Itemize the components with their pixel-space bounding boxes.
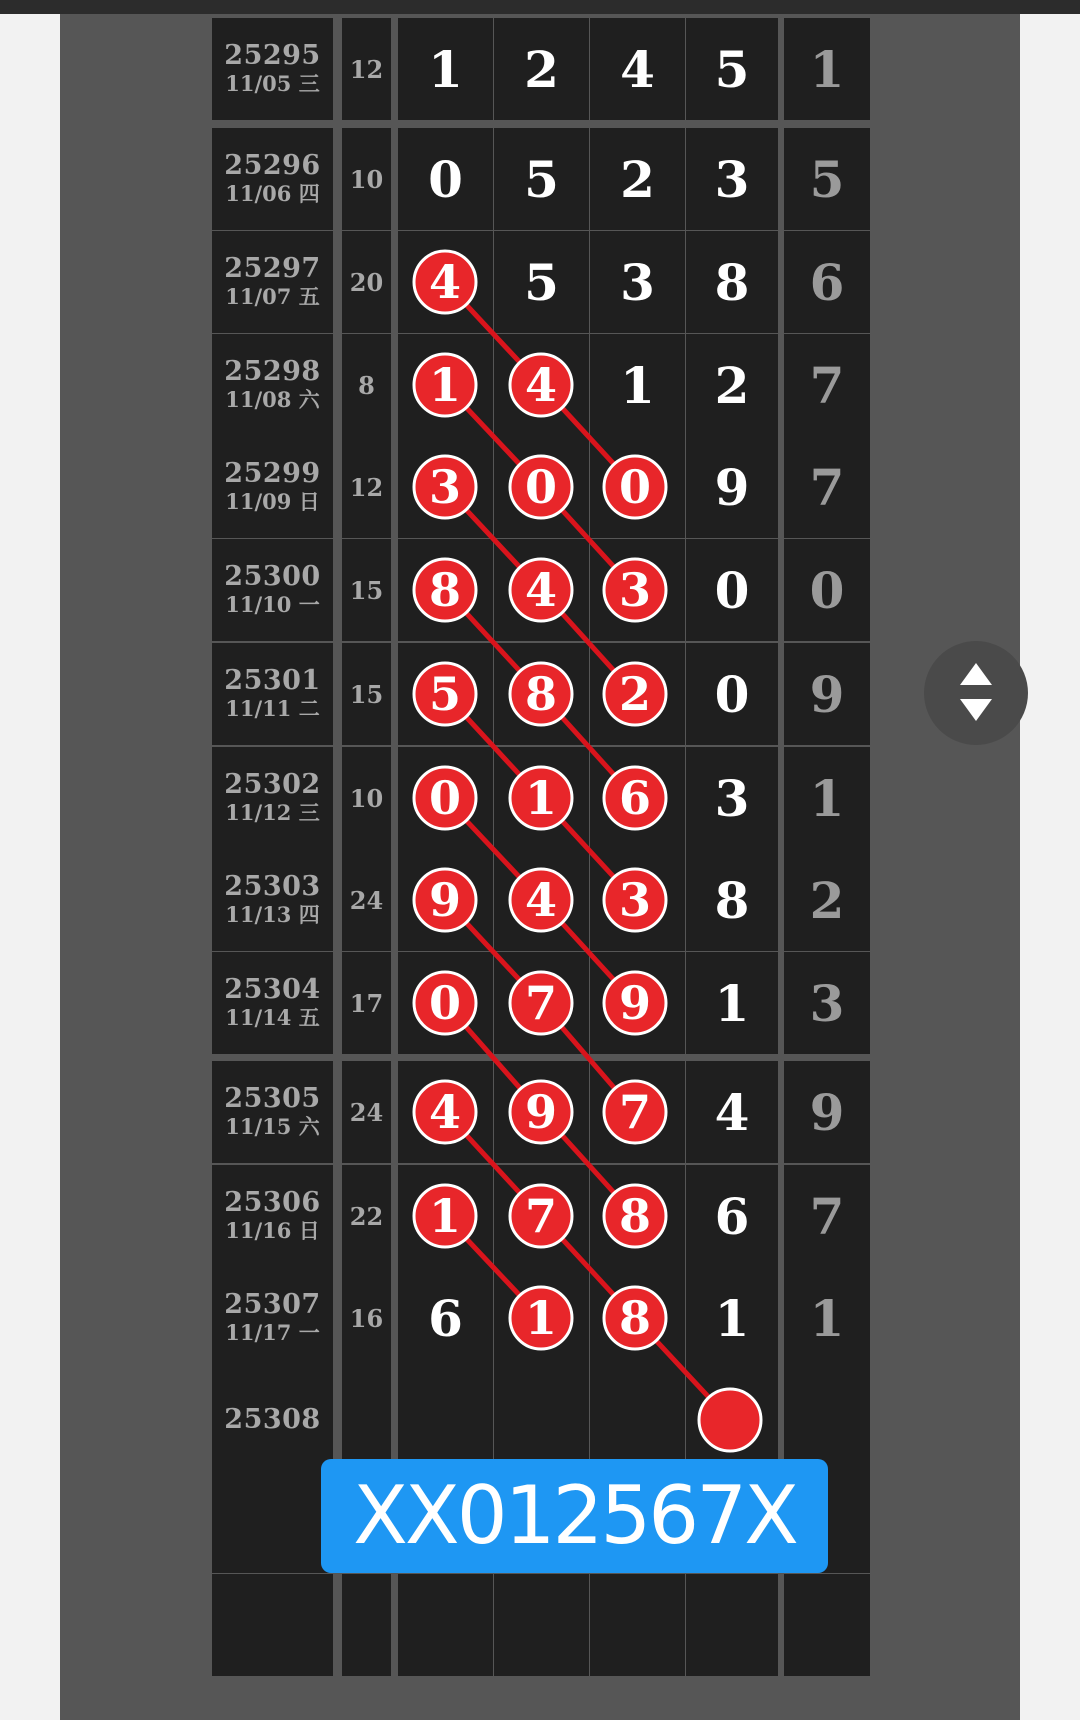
period-number: 25302 [224, 769, 321, 800]
circled-digit [604, 767, 666, 829]
circled-digit [510, 869, 572, 931]
extra-digit-cell: 2 [784, 849, 870, 951]
digit-cell: 5 [494, 128, 589, 230]
digit-cell: 5 [686, 18, 778, 120]
draw-date: 11/14 五 [225, 1005, 320, 1030]
circled-digit [414, 559, 476, 621]
circled-digit [510, 1287, 572, 1349]
trend-connector-lines [445, 282, 730, 1420]
extra-digit-cell: 9 [784, 1061, 870, 1163]
digit-cell: 4 [686, 1061, 778, 1163]
sum-cell: 12 [342, 18, 391, 120]
sum-cell: 8 [342, 334, 391, 436]
circled-digit-text: 0 [618, 460, 652, 514]
digit-cell: 6 [398, 1267, 493, 1369]
circled-digit [414, 456, 476, 518]
circled-digit [414, 1185, 476, 1247]
extra-digit-cell: 1 [784, 1267, 870, 1369]
circled-digit [414, 869, 476, 931]
circled-digit-text: 6 [618, 771, 652, 825]
sum-cell: 20 [342, 231, 391, 333]
circled-digit-text: 8 [428, 563, 462, 617]
digit-cell: 6 [686, 1165, 778, 1267]
draw-date: 11/16 日 [225, 1218, 320, 1243]
period-number: 25296 [224, 150, 321, 181]
circled-digit-text: 9 [618, 976, 652, 1030]
digit-cell: 9 [686, 436, 778, 538]
sum-cell: 17 [342, 952, 391, 1054]
circled-digit [414, 1081, 476, 1143]
circled-digit [604, 559, 666, 621]
period-number: 25298 [224, 356, 321, 387]
digit-cell: 8 [686, 849, 778, 951]
digit-cell: 1 [686, 1267, 778, 1369]
draw-date: 11/09 日 [225, 489, 320, 514]
sum-cell: 12 [342, 436, 391, 538]
circled-digit-text: 4 [428, 255, 462, 309]
digit-cell: 2 [590, 128, 685, 230]
digit-cell: 3 [590, 231, 685, 333]
extra-digit-cell: 9 [784, 643, 870, 745]
circled-digit [510, 354, 572, 416]
circled-digit [510, 663, 572, 725]
extra-digit-cell: 7 [784, 334, 870, 436]
circled-digit-text: 5 [428, 667, 462, 721]
circled-digit-text: 1 [524, 771, 558, 825]
sum-cell: 24 [342, 849, 391, 951]
circled-digit-text: 7 [524, 976, 558, 1030]
extra-digit-cell: 7 [784, 436, 870, 538]
circled-digit-text: 2 [618, 667, 652, 721]
extra-digit-cell: 1 [784, 18, 870, 120]
period-number: 25297 [224, 253, 321, 284]
circled-digit-text: 9 [428, 873, 462, 927]
circled-digit-text: 8 [524, 667, 558, 721]
digit-cell: 1 [398, 18, 493, 120]
extra-digit-cell: 6 [784, 231, 870, 333]
up-down-arrows-icon [924, 641, 1028, 745]
digit-cell: 3 [686, 128, 778, 230]
period-number: 25307 [224, 1289, 321, 1320]
digit-cell: 3 [686, 747, 778, 849]
circled-digit-text: 3 [618, 563, 652, 617]
period-number: 25295 [224, 40, 321, 71]
circled-digit [414, 354, 476, 416]
period-number: 25305 [224, 1083, 321, 1114]
circled-digit [510, 1185, 572, 1247]
circled-digit-text: 4 [524, 873, 558, 927]
digit-cell: 2 [494, 18, 589, 120]
circled-digit-text: 0 [524, 460, 558, 514]
extra-digit-cell: 0 [784, 539, 870, 641]
next-draw-marker [699, 1389, 761, 1451]
digit-cell: 1 [686, 952, 778, 1054]
draw-date: 11/10 一 [225, 592, 320, 617]
draw-date: 11/08 六 [225, 387, 320, 412]
digit-cell: 1 [590, 334, 685, 436]
period-number: 25303 [224, 871, 321, 902]
extra-digit-cell: 7 [784, 1165, 870, 1267]
circled-digit-text: 9 [524, 1085, 558, 1139]
circled-digit [414, 972, 476, 1034]
circled-digit [510, 767, 572, 829]
digit-cell: 4 [590, 18, 685, 120]
draw-date: 11/06 四 [225, 181, 320, 206]
circled-digit-text: 0 [428, 976, 462, 1030]
circled-digit [414, 663, 476, 725]
sum-cell: 16 [342, 1267, 391, 1369]
circled-digit-text: 4 [524, 358, 558, 412]
digit-cell: 0 [686, 539, 778, 641]
period-number: 25301 [224, 665, 321, 696]
circled-digit [510, 456, 572, 518]
circled-digit [604, 869, 666, 931]
circled-digit-text: 0 [428, 771, 462, 825]
digit-cell: 2 [686, 334, 778, 436]
draw-date: 11/07 五 [225, 284, 320, 309]
circled-digit-text: 1 [428, 358, 462, 412]
draw-date: 11/13 四 [225, 902, 320, 927]
scroll-toggle-button[interactable] [924, 641, 1028, 745]
circled-digit [604, 1287, 666, 1349]
digit-cell: 5 [494, 231, 589, 333]
circled-digit-text: 3 [428, 460, 462, 514]
circled-digit-text: 3 [618, 873, 652, 927]
circled-digit-text: 4 [428, 1085, 462, 1139]
sum-cell: 15 [342, 643, 391, 745]
period-number: 25299 [224, 458, 321, 489]
circled-digit [604, 972, 666, 1034]
digit-cell: 0 [686, 643, 778, 745]
circled-digit [510, 1081, 572, 1143]
period-number: 25304 [224, 974, 321, 1005]
period-number: 25308 [224, 1404, 321, 1435]
digit-cell: 0 [398, 128, 493, 230]
extra-digit-cell: 3 [784, 952, 870, 1054]
circled-digit [414, 767, 476, 829]
sum-cell: 10 [342, 747, 391, 849]
sum-cell: 10 [342, 128, 391, 230]
extra-digit-cell: 1 [784, 747, 870, 849]
draw-date: 11/11 二 [225, 696, 320, 721]
sum-cell: 22 [342, 1165, 391, 1267]
circled-digit-text: 7 [524, 1189, 558, 1243]
circled-digit-text: 7 [618, 1085, 652, 1139]
sum-cell: 24 [342, 1061, 391, 1163]
circled-digit [510, 559, 572, 621]
circled-digit-text: 8 [618, 1189, 652, 1243]
circled-digit-text: 8 [618, 1291, 652, 1345]
circled-digit [604, 1185, 666, 1247]
circled-digit-text: 1 [524, 1291, 558, 1345]
draw-date: 11/05 三 [225, 71, 320, 96]
period-number: 25306 [224, 1187, 321, 1218]
extra-digit-cell: 5 [784, 128, 870, 230]
draw-date: 11/15 六 [225, 1114, 320, 1139]
draw-date: 11/17 一 [225, 1320, 320, 1345]
circled-digit [414, 251, 476, 313]
draw-date: 11/12 三 [225, 800, 320, 825]
sum-cell: 15 [342, 539, 391, 641]
digit-cell: 8 [686, 231, 778, 333]
circled-digit-text: 1 [428, 1189, 462, 1243]
circled-digit [604, 663, 666, 725]
circled-digit [604, 456, 666, 518]
period-number: 25300 [224, 561, 321, 592]
circled-digit [510, 972, 572, 1034]
circled-digit [604, 1081, 666, 1143]
circled-digit-text: 4 [524, 563, 558, 617]
prediction-label: XX012567X [321, 1459, 828, 1573]
